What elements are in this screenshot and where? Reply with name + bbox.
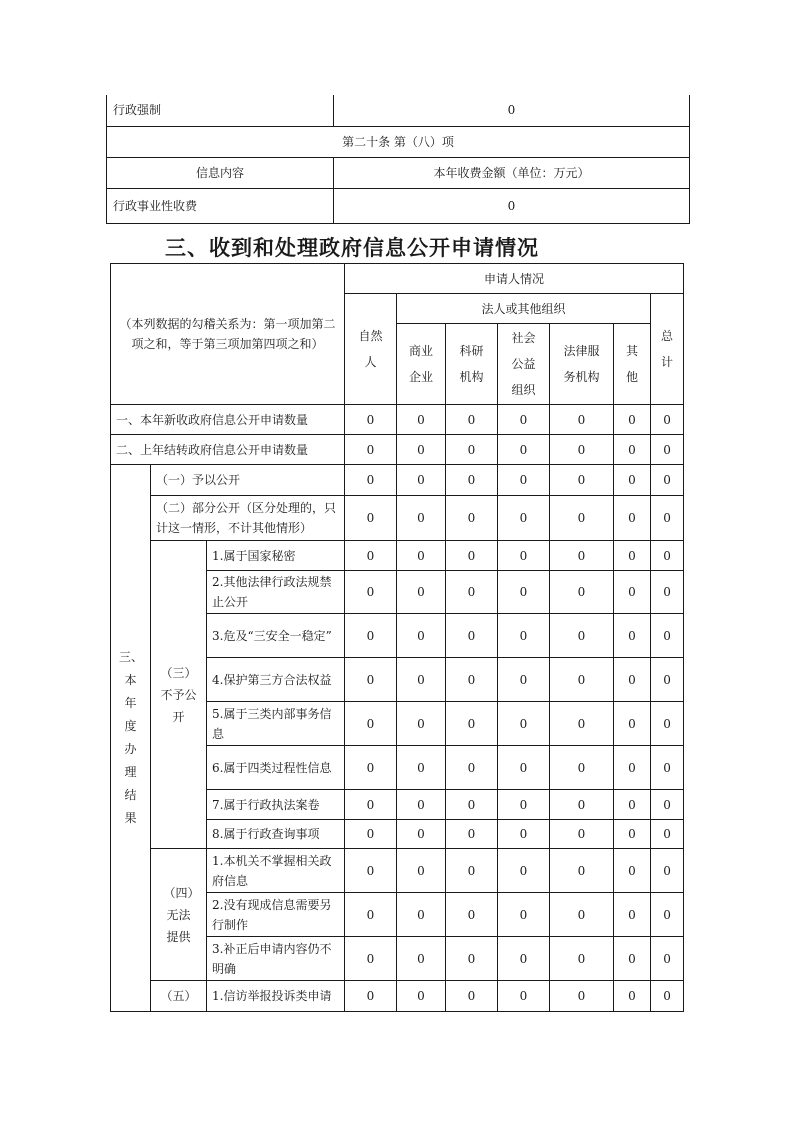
- cell-value: 0: [550, 702, 614, 746]
- cell-value: 0: [614, 405, 651, 435]
- cell-value: 0: [614, 893, 651, 937]
- legal-entities-header: 法人或其他组织: [397, 294, 651, 324]
- cell-value: 0: [498, 893, 550, 937]
- cell-value: 0: [550, 465, 614, 496]
- cell-value: 0: [397, 496, 446, 541]
- cell-value: 0: [651, 746, 684, 790]
- col-public-welfare: 社会公益组织: [498, 324, 550, 405]
- cell-value: 0: [498, 405, 550, 435]
- cell-value: 0: [550, 849, 614, 893]
- cell-value: 0: [651, 658, 684, 702]
- row-label: 8.属于行政查询事项: [207, 820, 345, 849]
- cell-value: 0: [446, 746, 498, 790]
- cell-value: 0: [345, 746, 397, 790]
- row-label: 2.没有现成信息需要另行制作: [207, 893, 345, 937]
- table-row: [111, 849, 684, 893]
- cell-value: 0: [397, 465, 446, 496]
- cell-value: 0: [498, 849, 550, 893]
- cell-value: 0: [614, 702, 651, 746]
- cell-value: 0: [446, 435, 498, 465]
- cell-value: 0: [614, 981, 651, 1012]
- cell-value: 0: [397, 614, 446, 658]
- row-label: （一）予以公开: [151, 465, 345, 496]
- cell-value: 0: [614, 746, 651, 790]
- cell-value: 0: [550, 981, 614, 1012]
- cell-value: 0: [614, 937, 651, 981]
- cell-value: 0: [397, 405, 446, 435]
- cell-value: 0: [397, 981, 446, 1012]
- cell-value: 0: [651, 405, 684, 435]
- cell-value: 0: [498, 790, 550, 820]
- table-row: [111, 405, 684, 435]
- row-label: 7.属于行政执法案卷: [207, 790, 345, 820]
- cell-value: 0: [651, 702, 684, 746]
- cell-value: 0: [614, 790, 651, 820]
- cell-value: 0: [446, 790, 498, 820]
- info-content-header: 信息内容: [107, 157, 334, 188]
- cell-value: 0: [651, 820, 684, 849]
- calc-note: （本列数据的勾稽关系为：第一项加第二项之和，等于第三项加第四项之和）: [111, 264, 345, 405]
- cell-value: 0: [614, 541, 651, 571]
- cell-value: 0: [345, 893, 397, 937]
- not-process-label: （五）: [151, 981, 207, 1012]
- row-label: 5.属于三类内部事务信息: [207, 702, 345, 746]
- row-label: （二）部分公开（区分处理的，只计这一情形，不计其他情形）: [151, 496, 345, 541]
- cell-value: 0: [651, 849, 684, 893]
- cell-value: 0: [614, 435, 651, 465]
- col-law-firm: 法律服务机构: [550, 324, 614, 405]
- cell-value: 0: [550, 614, 614, 658]
- cell-value: 0: [550, 571, 614, 614]
- table-row: [111, 465, 684, 496]
- cell-value: 0: [397, 571, 446, 614]
- result-group-label: 三、本年度办理结果: [111, 465, 151, 1012]
- cell-value: 0: [498, 981, 550, 1012]
- cell-value: 0: [498, 702, 550, 746]
- cell-value: 0: [345, 405, 397, 435]
- row-label: 一、本年新收政府信息公开申请数量: [111, 405, 345, 435]
- cell-value: 0: [614, 820, 651, 849]
- fee-table: [106, 95, 690, 224]
- cell-value: 0: [550, 790, 614, 820]
- cell-value: 0: [651, 937, 684, 981]
- cell-value: 0: [345, 702, 397, 746]
- cell-value: 0: [345, 981, 397, 1012]
- cell-value: 0: [651, 981, 684, 1012]
- cell-value: 0: [446, 541, 498, 571]
- cell-value: 0: [446, 658, 498, 702]
- cell-value: 0: [345, 790, 397, 820]
- cell-value: 0: [446, 893, 498, 937]
- cell-value: 0: [345, 820, 397, 849]
- cell-value: 0: [498, 614, 550, 658]
- cell-value: 0: [550, 405, 614, 435]
- row-label: 二、上年结转政府信息公开申请数量: [111, 435, 345, 465]
- cell-value: 0: [446, 496, 498, 541]
- cell-value: 0: [446, 820, 498, 849]
- table-row: [111, 981, 684, 1012]
- cell-value: 0: [651, 614, 684, 658]
- cell-value: 0: [651, 435, 684, 465]
- enforcement-label: 行政强制: [107, 95, 334, 126]
- cell-value: 0: [550, 893, 614, 937]
- cell-value: 0: [651, 541, 684, 571]
- cell-value: 0: [498, 820, 550, 849]
- row-label: 2.其他法律行政法规禁止公开: [207, 571, 345, 614]
- cell-value: 0: [446, 571, 498, 614]
- cell-value: 0: [345, 465, 397, 496]
- cell-value: 0: [550, 820, 614, 849]
- cell-value: 0: [345, 541, 397, 571]
- admin-fee-value: 0: [334, 188, 690, 223]
- cell-value: 0: [651, 893, 684, 937]
- cell-value: 0: [397, 658, 446, 702]
- cell-value: 0: [498, 435, 550, 465]
- cell-value: 0: [651, 496, 684, 541]
- cell-value: 0: [446, 849, 498, 893]
- cell-value: 0: [446, 937, 498, 981]
- cell-value: 0: [498, 571, 550, 614]
- cell-value: 0: [345, 435, 397, 465]
- cell-value: 0: [345, 658, 397, 702]
- section-title: 三、收到和处理政府信息公开申请情况: [165, 236, 539, 260]
- cell-value: 0: [614, 614, 651, 658]
- application-table: [110, 263, 684, 1012]
- col-natural: 自然人: [345, 294, 397, 405]
- article-heading: 第二十条 第（八）项: [107, 126, 690, 157]
- cell-value: 0: [550, 541, 614, 571]
- row-label: 4.保护第三方合法权益: [207, 658, 345, 702]
- cell-value: 0: [498, 658, 550, 702]
- row-label: 1.本机关不掌握相关政府信息: [207, 849, 345, 893]
- cell-value: 0: [397, 435, 446, 465]
- cell-value: 0: [550, 496, 614, 541]
- cell-value: 0: [498, 465, 550, 496]
- admin-fee-label: 行政事业性收费: [107, 188, 334, 223]
- col-total: 总计: [651, 294, 684, 405]
- applicant-header: 申请人情况: [345, 264, 684, 294]
- row-label: 1.属于国家秘密: [207, 541, 345, 571]
- cell-value: 0: [498, 746, 550, 790]
- cell-value: 0: [345, 571, 397, 614]
- table-row: [111, 496, 684, 541]
- cell-value: 0: [446, 614, 498, 658]
- fee-amount-header: 本年收费金额（单位：万元）: [334, 157, 690, 188]
- row-label: 6.属于四类过程性信息: [207, 746, 345, 790]
- cell-value: 0: [550, 435, 614, 465]
- cell-value: 0: [446, 465, 498, 496]
- cell-value: 0: [498, 541, 550, 571]
- cell-value: 0: [397, 746, 446, 790]
- cell-value: 0: [550, 937, 614, 981]
- cell-value: 0: [614, 571, 651, 614]
- cell-value: 0: [397, 849, 446, 893]
- cell-value: 0: [446, 981, 498, 1012]
- cell-value: 0: [651, 571, 684, 614]
- cell-value: 0: [397, 790, 446, 820]
- cell-value: 0: [614, 496, 651, 541]
- cell-value: 0: [345, 937, 397, 981]
- row-label: 3.危及“三安全一稳定”: [207, 614, 345, 658]
- cell-value: 0: [550, 746, 614, 790]
- cell-value: 0: [345, 614, 397, 658]
- enforcement-value: 0: [334, 95, 690, 126]
- col-research: 科研机构: [446, 324, 498, 405]
- cell-value: 0: [397, 893, 446, 937]
- cell-value: 0: [397, 937, 446, 981]
- cell-value: 0: [397, 702, 446, 746]
- cell-value: 0: [397, 820, 446, 849]
- cell-value: 0: [614, 849, 651, 893]
- table-row: [111, 541, 684, 571]
- cell-value: 0: [498, 937, 550, 981]
- cell-value: 0: [345, 849, 397, 893]
- table-row: [111, 435, 684, 465]
- cell-value: 0: [446, 702, 498, 746]
- cell-value: 0: [446, 405, 498, 435]
- cell-value: 0: [614, 658, 651, 702]
- cell-value: 0: [651, 465, 684, 496]
- not-open-label: （三）不予公开: [151, 541, 207, 849]
- col-business: 商业企业: [397, 324, 446, 405]
- row-label: 3.补正后申请内容仍不明确: [207, 937, 345, 981]
- unable-label: （四）无法提供: [151, 849, 207, 981]
- col-other: 其他: [614, 324, 651, 405]
- cell-value: 0: [498, 496, 550, 541]
- cell-value: 0: [651, 790, 684, 820]
- cell-value: 0: [614, 465, 651, 496]
- cell-value: 0: [345, 496, 397, 541]
- row-label: 1.信访举报投诉类申请: [207, 981, 345, 1012]
- cell-value: 0: [397, 541, 446, 571]
- cell-value: 0: [550, 658, 614, 702]
